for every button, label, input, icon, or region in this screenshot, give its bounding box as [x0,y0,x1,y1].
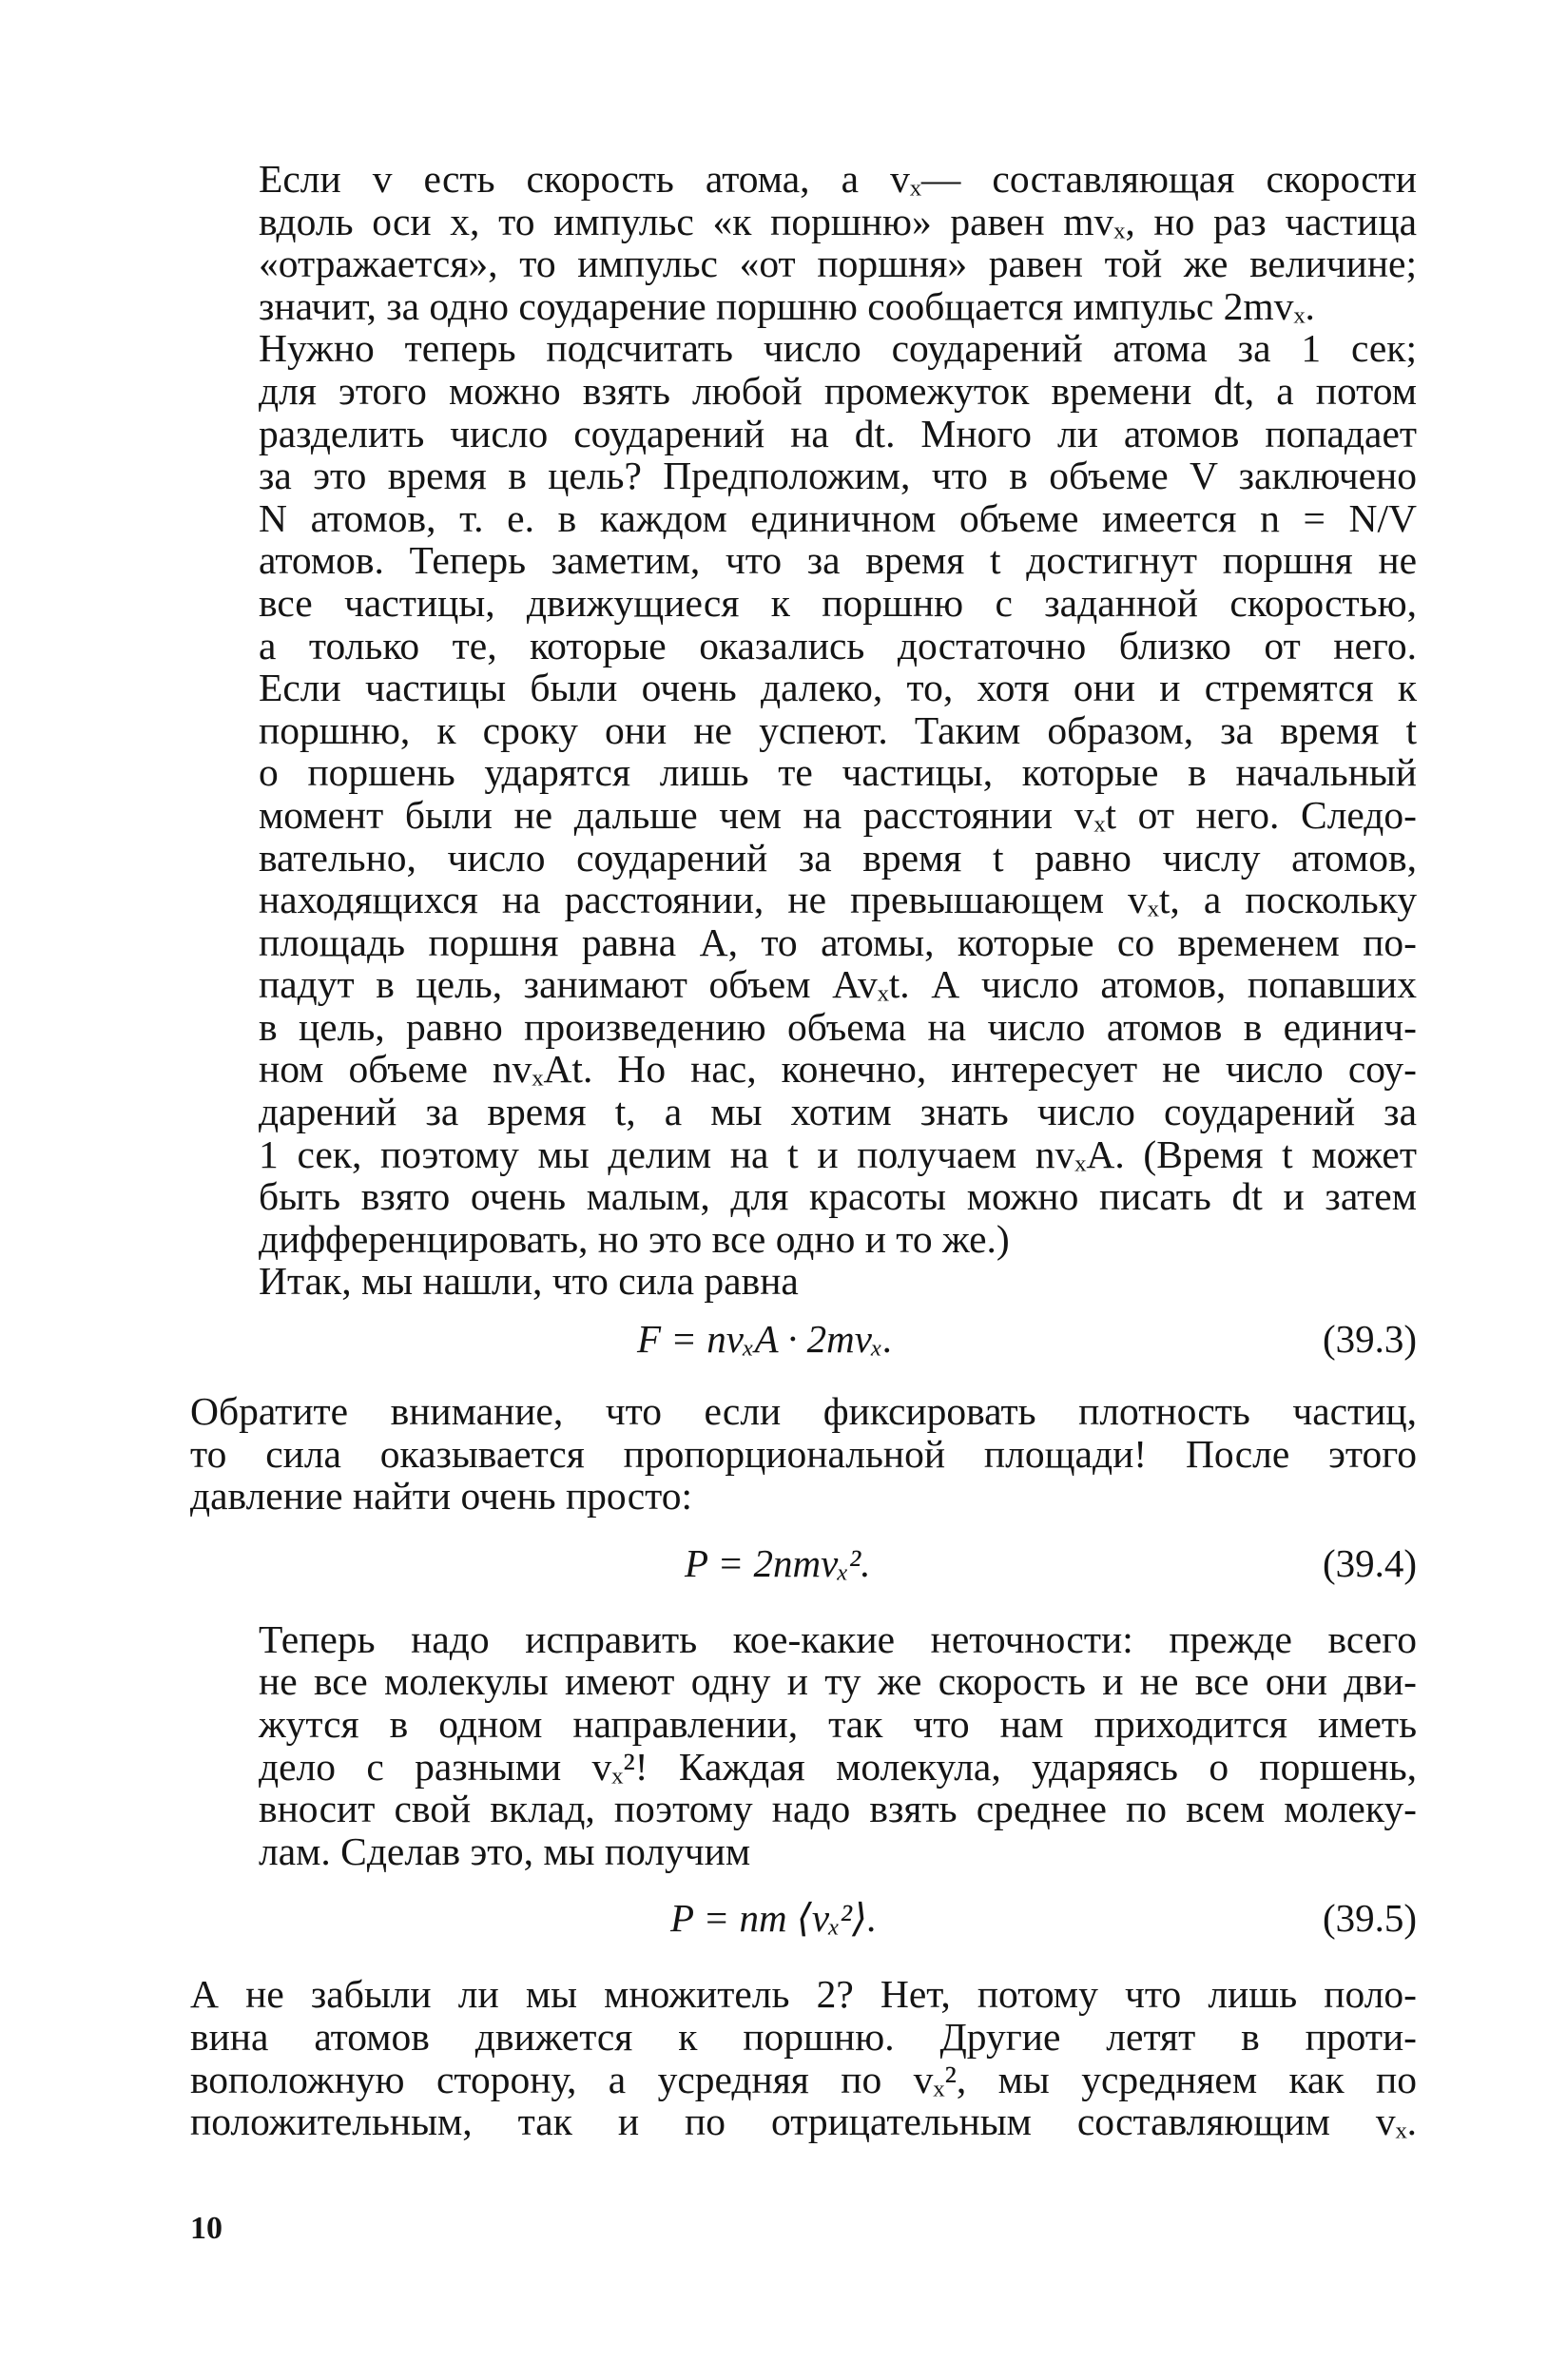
text-line: воположную сторону, а усредняя по vₓ², мы усредняем как по [190,2057,1417,2101]
equation-formula: P = 2nmvₓ². [685,1540,871,1585]
text-line: жутся в одном направлении, так что нам приходится иметь [259,1702,1417,1746]
text-line: «отражается», то импульс «от поршня» равен той же величине; [259,242,1417,286]
text-line: поршню, к сроку они не успеют. Таким образом, за время t [259,707,1417,752]
text-line: то сила оказывается пропорциональной площади! После этого [190,1431,1417,1476]
page-number: 10 [190,2211,223,2246]
text-line: лам. Сделав это, мы получим [259,1829,751,1873]
text-line: Нужно теперь подсчитать число соударений атома за 1 сек; [259,326,1417,371]
text-line: ном объеме nvₓAt. Но нас, конечно, интересует не число соу- [259,1047,1417,1092]
equation-39-5 [190,1891,1417,1952]
text-line: Обратите внимание, что если фиксировать плотность частиц, [190,1389,1417,1434]
text-line: вдоль оси x, то импульс «к поршню» равен mvₓ, но раз частица [259,199,1417,243]
text-line: для этого можно взять любой промежуток времени dt, а потом [259,368,1417,413]
text-line: вина атомов движется к поршню. Другие летят в проти- [190,2014,1417,2059]
text-line: не все молекулы имеют одну и ту же скорость и не все они дви- [259,1659,1417,1704]
text-line: давление найти очень просто: [190,1474,692,1519]
text-line: положительным, так и по отрицательным составляющим vₓ. [190,2099,1417,2144]
text-line: вносит свой вклад, поэтому надо взять среднее по всем молеку- [259,1787,1417,1831]
text-line: вательно, число соударений за время t равно числу атомов, [259,835,1417,880]
text-line: находящихся на расстоянии, не превышающем vₓt, а поскольку [259,878,1417,922]
text-line: дело с разными vₓ²! Каждая молекула, ударяясь о поршень, [259,1744,1417,1789]
page-body [190,158,1417,2143]
equation-number: (39.4) [1322,1540,1417,1585]
paragraph-4 [190,1390,1417,1518]
paragraph-1 [190,158,1417,327]
equation-39-4 [190,1537,1417,1597]
text-line: Если частицы были очень далеко, то, хотя они и стремятся к [259,666,1417,710]
text-line: падут в цель, занимают объем Avₓt. А число атомов, попавших [259,962,1417,1007]
text-line: все частицы, движущиеся к поршню с заданной скоростью, [259,580,1417,625]
text-line: N атомов, т. е. в каждом единичном объеме имеется n = N/V [259,495,1417,540]
text-line: о поршень ударятся лишь те частицы, которые в начальный [259,750,1417,795]
text-line: Итак, мы нашли, что сила равна [259,1259,799,1304]
text-line: момент были не дальше чем на расстоянии vₓt от него. Следо- [259,792,1417,837]
equation-number: (39.3) [1322,1317,1417,1362]
text-line: а только те, которые оказались достаточно близко от него. [259,623,1417,668]
paragraph-3 [190,1260,1417,1303]
equation-number: (39.5) [1322,1896,1417,1941]
text-line: за это время в цель? Предположим, что в объеме V заключено [259,454,1417,498]
text-line: разделить число соударений на dt. Много ли атомов попадает [259,411,1417,455]
text-line: быть взято очень малым, для красоты можно писать dt и затем [259,1174,1417,1219]
text-line: дифференцировать, но это все одно и то же.) [259,1216,1010,1261]
paragraph-2 [190,327,1417,1260]
text-line: атомов. Теперь заметим, что за время t достигнут поршня не [259,538,1417,583]
paragraph-5 [190,1618,1417,1873]
text-line: Если v есть скорость атома, а vₓ— составляющая скорости [259,157,1417,201]
text-line: Теперь надо исправить кое-какие неточности: прежде всего [259,1616,1417,1661]
paragraph-6 [190,1973,1417,2142]
text-line: в цель, равно произведению объема на число атомов в единич- [259,1004,1417,1049]
equation-39-3 [190,1312,1417,1373]
text-line: площадь поршня равна A, то атомы, которые со временем по- [259,919,1417,964]
text-line: дарений за время t, а мы хотим знать число соударений за [259,1090,1417,1134]
text-line: А не забыли ли мы множитель 2? Нет, потому что лишь поло- [190,1972,1417,2017]
equation-formula: F = nvₓA · 2mvₓ. [637,1317,893,1362]
text-line: значит, за одно соударение поршню сообщается импульс 2mvₓ. [259,283,1315,328]
text-line: 1 сек, поэтому мы делим на t и получаем nvₓA. (Время t может [259,1132,1417,1176]
equation-formula: P = nm ⟨vₓ²⟩. [670,1896,878,1941]
